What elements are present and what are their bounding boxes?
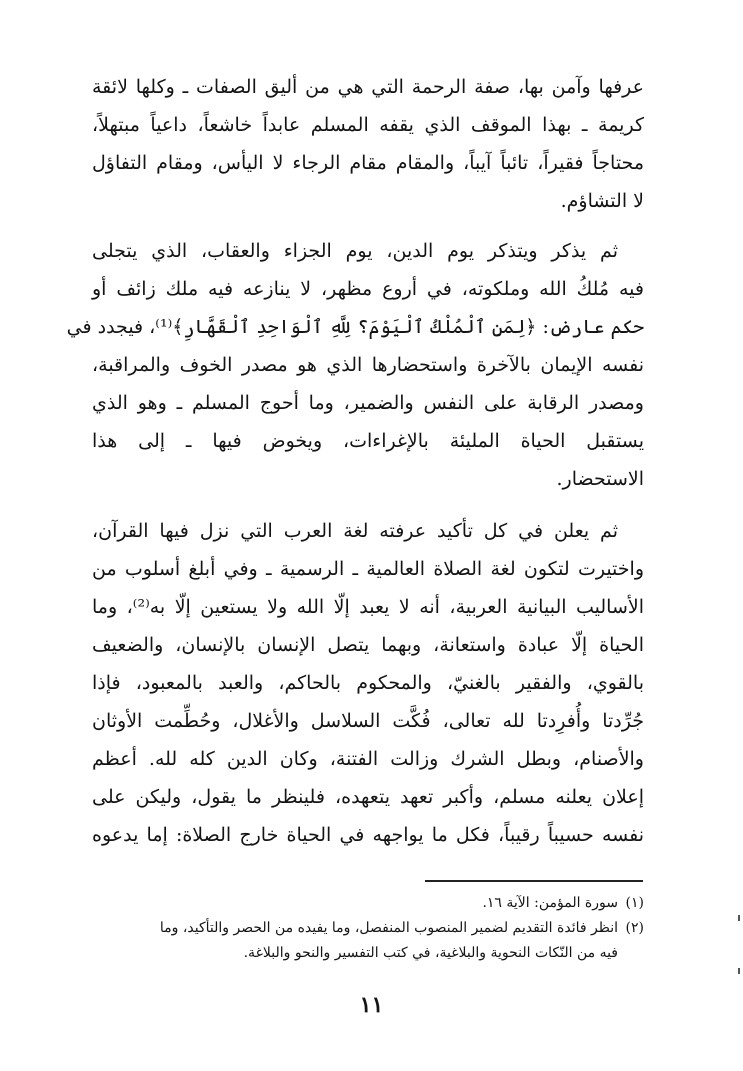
footnote-text: انظر فائدة التقديم لضمير المنصوب المنفصل، وما يفيده من الحصر والتأكيد، وما [159, 920, 618, 936]
text-line: كريمة ـ بهذا الموقف الذي يقفه المسلم عابداً خاشعاً، داعياً مبتهلاً، [92, 114, 644, 136]
text-line: محتاجاً فقيراً، تائباً آيباً، والمقام مقام الرجاء لا اليأس، ومقام التفاؤل [92, 152, 644, 174]
paragraph-1 [92, 68, 644, 220]
text-line: ومصدر الرقابة على النفس والضمير، وما أحوج المسلم ـ وهو الذي [92, 392, 644, 414]
text-line: جُرِّدتا وأُفرِدتا لله تعالى، فُكَّت السلاسل والأغلال، وحُطِّمت الأوثان [92, 710, 644, 732]
text-line: حكم عارض: ﴿لِمَنِ ٱلْمُلْكُ ٱلْيَوْمَ؟ لِلَّهِ ٱلْوَاحِدِ ٱلْقَهَّارِ﴾⁽¹⁾، فيجدد في [66, 316, 644, 338]
footnote-number: (٢) [625, 920, 644, 936]
text-line: عرفها وآمن بها، صفة الرحمة التي هي من أليق الصفات ـ وكلها لائقة [92, 76, 644, 98]
footnote-1 [92, 891, 644, 916]
text-line: الاستحضار. [556, 468, 644, 490]
text-line: إعلان يعلنه مسلم، وأكبر تعهد يتعهده، فلينظر ما يقول، وليكن على [92, 786, 644, 808]
scan-edge-mark [738, 915, 740, 921]
text-line: نفسه الإيمان بالآخرة واستحضارها الذي هو مصدر الخوف والمراقبة، [92, 354, 644, 376]
text-line: ثم يعلن في كل تأكيد عرفته لغة العرب التي نزل فيها القرآن، [92, 520, 618, 542]
footnote-number: (١) [625, 895, 644, 911]
text-line: ثم يذكر ويتذكر يوم الدين، يوم الجزاء والعقاب، الذي يتجلى [92, 240, 618, 262]
text-line: الحياة إلّا عبادة واستعانة، وبهما يتصل الإنسان بالإنسان، والضعيف [92, 634, 644, 656]
footnotes [92, 891, 644, 966]
paragraph-3 [92, 512, 644, 854]
footnote-2 [92, 916, 644, 941]
paragraph-2 [66, 232, 644, 498]
footnote-separator [425, 880, 643, 882]
text-line: الأساليب البيانية العربية، أنه لا يعبد إلّا الله ولا يستعين إلّا به⁽²⁾، وما [92, 596, 644, 618]
text-line: يستقبل الحياة المليئة بالإغراءات، ويخوض فيها ـ إلى هذا [92, 430, 644, 452]
text-line: لا التشاؤم. [560, 190, 644, 212]
page-number: ١١ [359, 992, 384, 1018]
footnote-2-continued: فيه من النّكات النحوية والبلاغية، في كتب التفسير والنحو والبلاغة. [243, 945, 618, 961]
text-line: والأصنام، وبطل الشرك وزالت الفتنة، وكان الدين كله لله. أعظم [92, 748, 644, 770]
footnote-text: سورة المؤمن: الآية ١٦. [482, 895, 618, 911]
text-line: بالقوي، والفقير بالغنيّ، والمحكوم بالحاكم، والعبد بالمعبود، فإذا [92, 672, 644, 694]
text-line: واختيرت لتكون لغة الصلاة العالمية ـ الرسمية ـ وفي أبلغ أسلوب من [92, 558, 644, 580]
text-line: فيه مُلكُ الله وملكوته، في أروع مظهر، لا ينازعه فيه ملك زائف أو [92, 278, 644, 300]
text-line: نفسه حسيباً رقيباً، فكل ما يواجهه في الحياة خارج الصلاة: إما يدعوه [92, 824, 644, 846]
scan-edge-mark [738, 968, 740, 974]
